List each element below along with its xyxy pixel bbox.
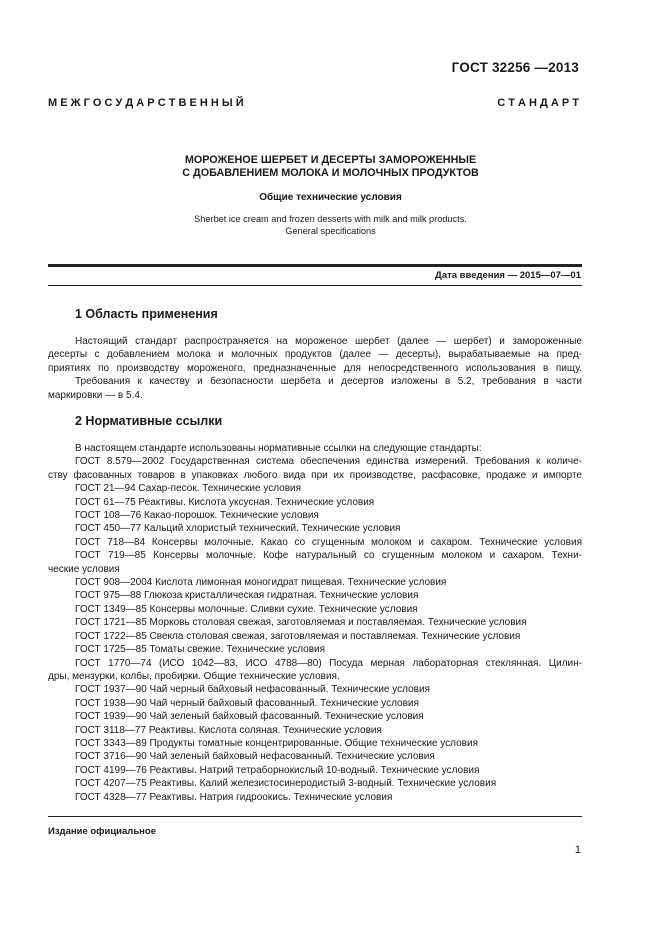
section-1-heading: 1 Область применения bbox=[75, 307, 218, 321]
reference-item: ГОСТ 719—85 Консервы молочные. Кофе натуральный со сгущенным молоком и сахаром. Техни- bbox=[75, 550, 582, 562]
section-1-line: Требования к качеству и безопасности шербета и десертов изложены в 5.2, требования в части bbox=[75, 376, 582, 388]
interstate-standard-banner bbox=[48, 97, 579, 109]
english-title-line-2: General specifications bbox=[285, 226, 376, 236]
reference-item: ГОСТ 4207—75 Реактивы. Калий железистосинеродистый 3-водный. Технические условия bbox=[75, 778, 497, 790]
reference-item: ству фасованных товаров в упаковках любого вида при их производстве, расфасовке, продаже и импорте bbox=[48, 469, 582, 481]
section-1-line: десерты с добавлением молока и молочных продуктов (далее — десерты), вырабатываемые на пред- bbox=[48, 349, 582, 361]
reference-item: ГОСТ 975—88 Глюкоза кристаллическая гидратная. Технические условия bbox=[75, 590, 419, 602]
section-2-heading: 2 Нормативные ссылки bbox=[75, 414, 223, 428]
reference-item: ческие условия bbox=[48, 563, 120, 575]
section-1-body bbox=[48, 335, 582, 402]
reference-item: ГОСТ 908—2004 Кислота лимонная моногидрат пищевая. Технические условия bbox=[75, 577, 447, 589]
references-list bbox=[48, 442, 582, 804]
reference-item: ГОСТ 21—94 Сахар-песок. Технические условия bbox=[75, 483, 302, 495]
reference-item: ГОСТ 4199—76 Реактивы. Натрий тетраборнокислый 10-водный. Технические условия bbox=[75, 764, 480, 776]
title-line-1: МОРОЖЕНОЕ ШЕРБЕТ И ДЕСЕРТЫ ЗАМОРОЖЕННЫЕ bbox=[184, 154, 477, 166]
reference-item: ГОСТ 3716—90 Чай зеленый байховый нефасованный. Технические условия bbox=[75, 751, 435, 763]
reference-item: ГОСТ 3343—89 Продукты томатные концентрированные. Общие технические условия bbox=[75, 737, 478, 749]
header-rule-thick bbox=[48, 264, 582, 267]
page-number: 1 bbox=[574, 844, 581, 856]
section-1-line: маркировки — в 5.4. bbox=[48, 389, 143, 401]
reference-item: ГОСТ 1770—74 (ИСО 1042—83, ИСО 4788—80) Посуда мерная лабораторная стеклянная. Цилин- bbox=[75, 657, 582, 669]
footer-rule bbox=[48, 816, 582, 817]
section-1-line: Настоящий стандарт распространяется на мороженое шербет (далее — шербет) и замороженные bbox=[75, 336, 582, 347]
subtitle: Общие технические условия bbox=[259, 192, 402, 203]
gost-number: ГОСТ 32256 —2013 bbox=[451, 60, 579, 75]
english-title-line-1: Sherbet ice cream and frozen desserts with milk and milk products. bbox=[194, 214, 467, 224]
intro-date: Дата введения — 2015—07—01 bbox=[435, 270, 581, 281]
standard-word: С Т А Н Д А Р Т bbox=[497, 97, 579, 109]
section-1-line: приятиях по производству мороженого, предназначенные для непосредственного использования в пищу. bbox=[48, 362, 582, 374]
reference-item: ГОСТ 1722—85 Свекла столовая свежая, заготовляемая и поставляемая. Технические условия bbox=[75, 630, 521, 642]
references-intro: В настоящем стандарте использованы нормативные ссылки на следующие стандарты: bbox=[75, 443, 482, 454]
reference-item: ГОСТ 1725—85 Томаты свежие. Технические условия bbox=[75, 644, 326, 656]
reference-item: ГОСТ 61—75 Реактивы. Кислота уксусная. Технические условия bbox=[75, 496, 375, 508]
reference-item: дры, мензурки, колбы, пробирки. Общие технические условия. bbox=[48, 670, 340, 682]
reference-item: ГОСТ 718—84 Консервы молочные. Какао со сгущенным молоком и сахаром. Технические условия bbox=[75, 536, 582, 548]
reference-item: ГОСТ 3118—77 Реактивы. Кислота соляная. Технические условия bbox=[75, 724, 382, 736]
header-rule-thin bbox=[48, 285, 582, 286]
official-edition-label: Издание официальное bbox=[48, 826, 156, 837]
reference-item: ГОСТ 1349—85 Консервы молочные. Сливки сухие. Технические условия bbox=[75, 603, 418, 615]
reference-item: ГОСТ 450—77 Кальций хлористый технический. Технические условия bbox=[75, 523, 401, 535]
title-line-2: С ДОБАВЛЕНИЕМ МОЛОКА И МОЛОЧНЫХ ПРОДУКТОВ bbox=[182, 167, 479, 179]
reference-item: ГОСТ 108—76 Какао-порошок. Технические условия bbox=[75, 510, 319, 522]
reference-item: ГОСТ 1937—90 Чай черный байховый нефасованный. Технические условия bbox=[75, 684, 430, 696]
reference-item: ГОСТ 1938—90 Чай черный байховый фасованный. Технические условия bbox=[75, 697, 419, 709]
reference-item: ГОСТ 4328—77 Реактивы. Натрия гидроокись. Технические условия bbox=[75, 791, 393, 803]
reference-item: ГОСТ 1939—90 Чай зеленый байховый фасованный. Технические условия bbox=[75, 711, 424, 723]
interstate-word: М Е Ж Г О С У Д А Р С Т В Е Н Н Ы Й bbox=[48, 97, 244, 109]
reference-item: ГОСТ 8.579—2002 Государственная система обеспечения единства измерений. Требования к количе- bbox=[75, 456, 582, 468]
reference-item: ГОСТ 1721—85 Морковь столовая свежая, заготовляемая и поставляемая. Технические условия bbox=[75, 617, 527, 629]
